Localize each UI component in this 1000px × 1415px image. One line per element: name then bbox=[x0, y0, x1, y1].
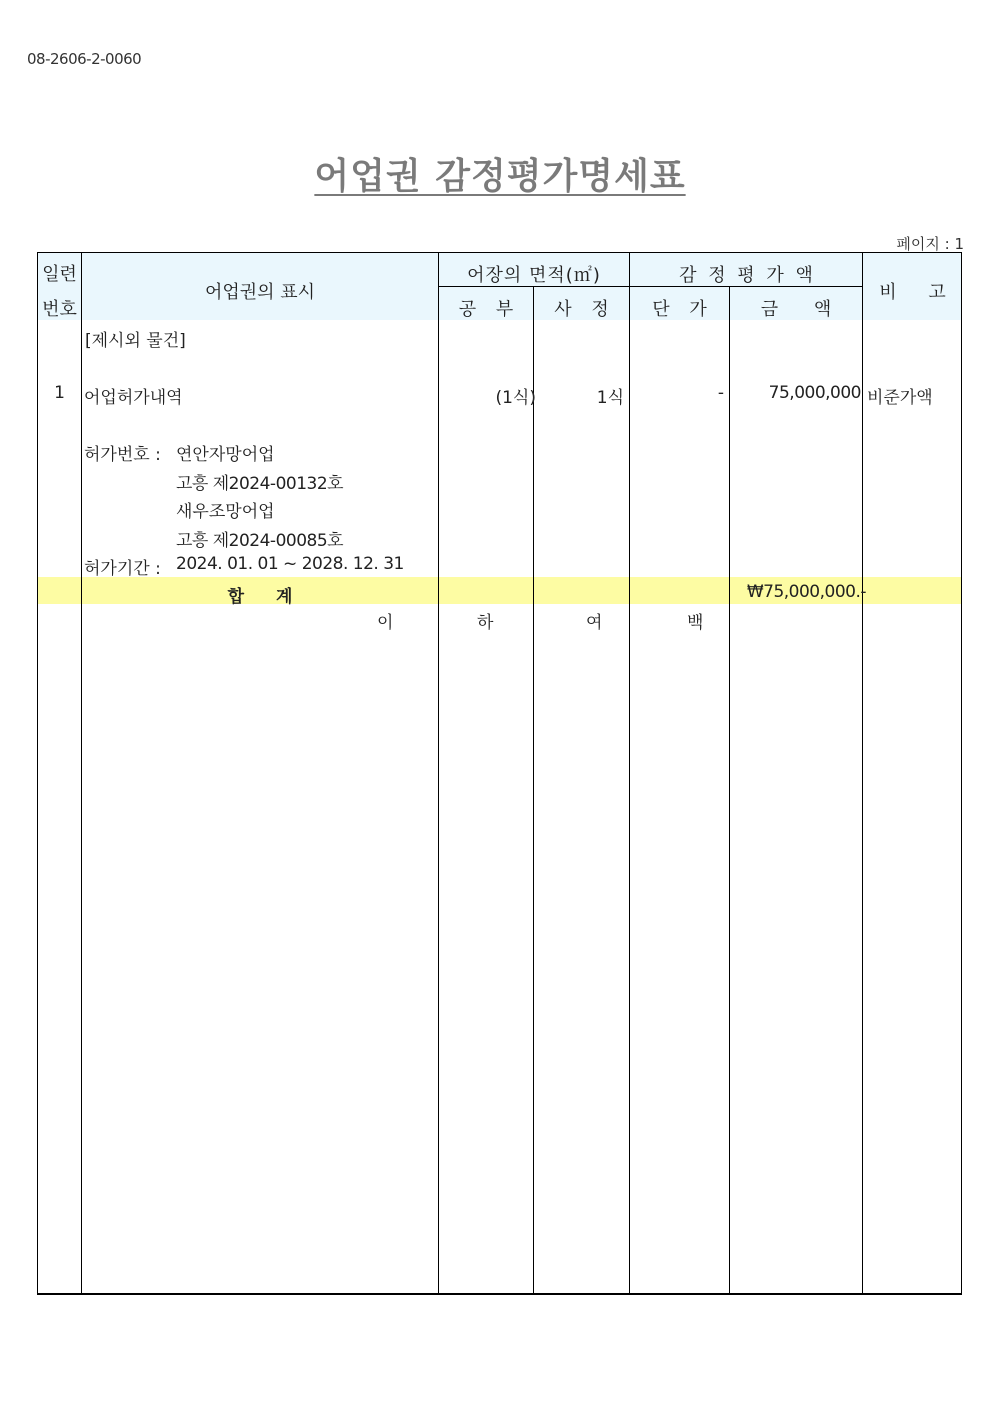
col-divider-4 bbox=[629, 252, 630, 1295]
header-description: 어업권의 표시 bbox=[204, 282, 316, 303]
permit-period-label: 허가기간 : bbox=[84, 559, 161, 579]
header-area-actual: 사 정 bbox=[554, 299, 609, 320]
header-area-group: 어장의 면적(㎡) bbox=[467, 265, 601, 286]
document-code: 08-2606-2-0060 bbox=[27, 50, 142, 68]
header-area-registered: 공 부 bbox=[458, 299, 514, 320]
permit-line-2: 고흥 제2024-00132호 bbox=[176, 474, 344, 494]
item-area-actual: 1식 bbox=[596, 388, 624, 408]
col-divider-3 bbox=[533, 286, 534, 1295]
header-amount: 금 액 bbox=[760, 299, 832, 320]
item-number: 1 bbox=[54, 383, 65, 403]
blank-mark-3: 여 bbox=[586, 613, 603, 633]
permit-line-1: 연안자망어업 bbox=[176, 445, 275, 465]
item-area-registered: (1식) bbox=[495, 388, 536, 408]
appraisal-table bbox=[37, 252, 962, 1295]
item-name: 어업허가내역 bbox=[84, 388, 183, 408]
header-serial-line2: 번호 bbox=[42, 299, 77, 320]
permit-period: 2024. 01. 01 ~ 2028. 12. 31 bbox=[176, 554, 404, 574]
header-serial-line1: 일련 bbox=[42, 264, 77, 285]
permit-line-3: 새우조망어업 bbox=[176, 502, 275, 522]
document-title bbox=[0, 148, 1000, 199]
col-divider-1 bbox=[81, 252, 82, 1295]
item-unit-price: - bbox=[717, 383, 724, 403]
header-unit-price: 단 가 bbox=[652, 299, 707, 320]
total-amount: ₩75,000,000.- bbox=[746, 582, 866, 602]
item-amount: 75,000,000 bbox=[768, 383, 861, 403]
header-remarks: 비 고 bbox=[879, 282, 946, 303]
blank-mark-1: 이 bbox=[377, 613, 394, 633]
col-divider-5 bbox=[729, 286, 730, 1295]
item-remarks: 비준가액 bbox=[867, 388, 933, 408]
col-divider-2 bbox=[438, 252, 439, 1295]
blank-mark-2: 하 bbox=[477, 613, 494, 633]
section-label: [제시외 물건] bbox=[85, 331, 186, 351]
permit-number-label: 허가번호 : bbox=[84, 445, 161, 465]
permit-line-4: 고흥 제2024-00085호 bbox=[176, 531, 344, 551]
header-appraisal-group: 감 정 평 가 액 bbox=[679, 265, 813, 286]
total-label: 합 계 bbox=[227, 587, 293, 607]
blank-mark-4: 백 bbox=[687, 613, 704, 633]
title-text: 어업권 감정평가명세표 bbox=[314, 156, 686, 197]
page-label: 페이지 : 1 bbox=[896, 235, 964, 253]
col-divider-6 bbox=[862, 252, 863, 1295]
